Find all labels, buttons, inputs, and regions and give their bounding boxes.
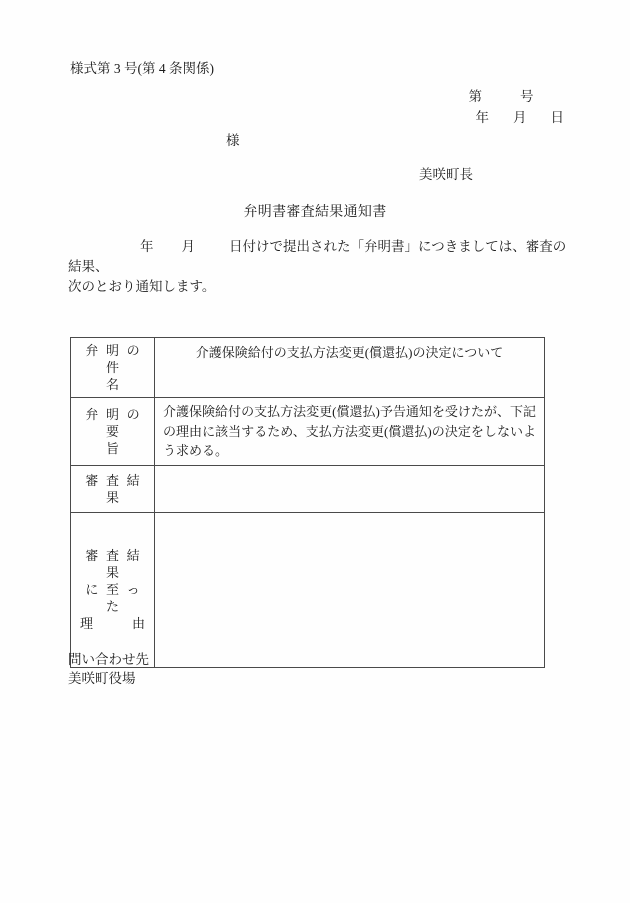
body-year-label: 年 [140, 239, 154, 254]
table-row [71, 398, 545, 466]
contact-organization: 美咲町役場 [68, 671, 136, 686]
row-label-case-name [71, 338, 155, 398]
addressee-honorific: 様 [226, 133, 240, 148]
page-title: 弁明書審査結果通知書 [243, 205, 387, 220]
row-label-line1: 弁 明 の 件 [85, 343, 142, 375]
body-month-label: 月 [181, 239, 195, 254]
row-label-review-reason [71, 512, 155, 667]
row-value-case-name: 介護保険給付の支払方法変更(償還払)の決定について [155, 338, 545, 398]
row-label-line1: 審 査 結 果 [85, 548, 142, 580]
table-row [71, 465, 545, 512]
row-label-line2: 名 [105, 377, 119, 392]
issuer-name: 美咲町長 [419, 167, 473, 182]
row-label-line2: に 至 っ た [85, 582, 142, 614]
body-paragraph [68, 237, 568, 297]
date-day-label: 日 [550, 110, 564, 126]
row-value-review-result [155, 465, 545, 512]
row-label-line1: 弁 明 の 要 [85, 406, 142, 439]
row-label-line2: 旨 [105, 440, 119, 456]
document-number-prefix: 第 [468, 89, 482, 105]
form-number: 様式第 3 号(第 4 条関係) [70, 61, 214, 76]
table-row [71, 512, 545, 667]
row-label-review-result [71, 465, 155, 512]
row-value-review-reason [155, 512, 545, 667]
document-number-suffix: 号 [520, 89, 534, 105]
body-main-text: 日付けで提出された「弁明書」につきましては、審査の結果、 [68, 239, 567, 274]
row-value-gist: 介護保険給付の支払方法変更(償還払)予告通知を受けたが、下記の理由に該当するため、支払方法変更(償還払)の決定をしないよう求める。 [155, 398, 545, 466]
row-label-gist [71, 398, 155, 466]
contact-block [68, 650, 149, 688]
date-year-label: 年 [475, 110, 489, 126]
body-second-line: 次のとおり通知します。 [68, 279, 216, 294]
table-row [71, 338, 545, 398]
date-month-label: 月 [513, 110, 527, 126]
contact-heading: 問い合わせ先 [68, 652, 149, 667]
notification-table [70, 337, 545, 668]
row-label-line3: 理 由 [79, 616, 145, 631]
row-label-line1: 審 査 結 果 [85, 472, 142, 505]
document-date-line [462, 97, 564, 140]
